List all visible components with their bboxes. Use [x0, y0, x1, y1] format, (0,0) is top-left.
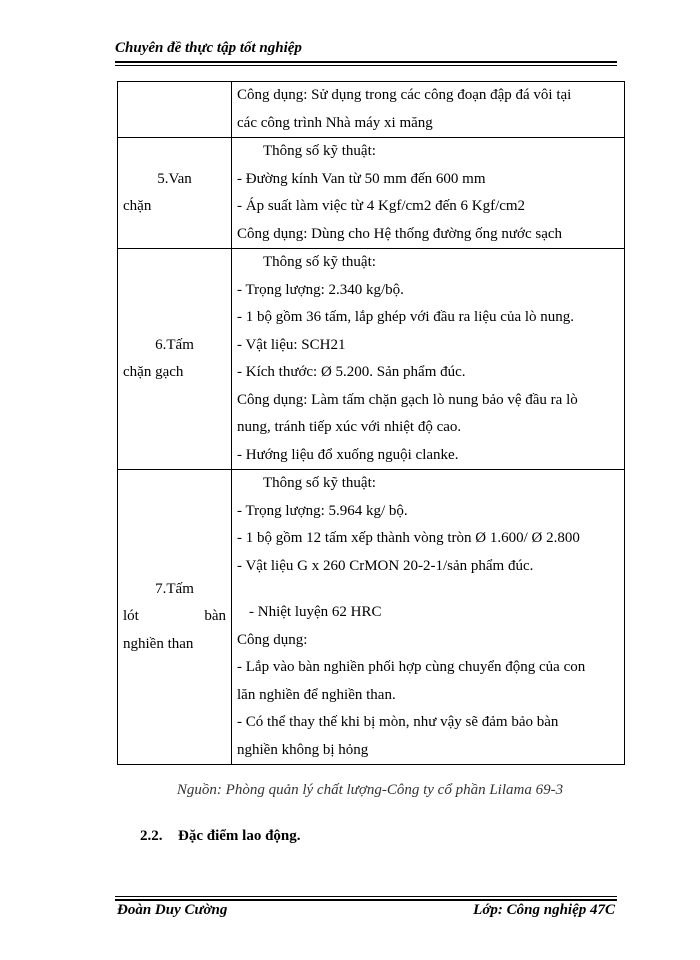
desc-line: - Áp suất làm việc từ 4 Kgf/cm2 đến 6 Kgf/cm2: [237, 198, 526, 214]
equipment-name-cell: [118, 249, 232, 470]
equipment-name: lót bàn: [123, 608, 226, 625]
equipment-name-cell: [118, 82, 232, 138]
desc-line: - Trọng lượng: 5.964 kg/ bộ.: [237, 502, 408, 519]
header-rule: [115, 61, 617, 63]
equipment-name: 5.Van: [157, 170, 192, 187]
equipment-desc-cell: [232, 82, 625, 138]
desc-line: - Vật liệu G x 260 CrMON 20-2-1/sản phẩm đúc.: [237, 557, 534, 574]
spacer: [237, 580, 620, 599]
equipment-name: chặn gạch: [123, 364, 184, 380]
desc-line: Thông số kỹ thuật:: [263, 475, 376, 491]
table-source-note: Nguồn: Phòng quản lý chất lượng-Công ty cổ phần Lilama 69-3: [176, 782, 564, 798]
equipment-desc-cell: [232, 138, 625, 249]
table-row: [118, 138, 625, 249]
equipment-name-cell: [118, 470, 232, 765]
equipment-desc-cell: [232, 249, 625, 470]
desc-line: Công dụng: Dùng cho Hệ thống đường ống nước sạch: [237, 225, 563, 242]
desc-line: Công dụng: Sử dụng trong các công đoạn đập đá vôi tại: [237, 87, 572, 103]
desc-line: Thông số kỹ thuật:: [263, 254, 376, 270]
desc-line: lăn nghiền để nghiền than.: [237, 686, 396, 703]
desc-line: - Trọng lượng: 2.340 kg/bộ.: [237, 281, 404, 298]
equipment-name-cell: [118, 138, 232, 249]
footer-rule-thin: [115, 896, 617, 897]
desc-line: - Nhiệt luyện 62 HRC: [249, 604, 382, 620]
desc-line: Công dụng: Làm tấm chặn gạch lò nung bảo vệ đầu ra lò: [237, 391, 578, 408]
desc-line: các công trình Nhà máy xi măng: [237, 114, 433, 131]
section-number: 2.2.: [140, 828, 163, 844]
desc-line: - 1 bộ gồm 12 tấm xếp thành vòng tròn Ø 1.600/ Ø 2.800: [237, 530, 580, 546]
desc-line: Thông số kỹ thuật:: [263, 143, 376, 159]
desc-line: - Có thể thay thế khi bị mòn, như vậy sẽ đảm bảo bàn: [237, 714, 559, 730]
desc-line: nung, tránh tiếp xúc với nhiệt độ cao.: [237, 419, 462, 435]
section-heading: [140, 828, 301, 845]
footer-class: Lớp: Công nghiệp 47C: [473, 902, 615, 918]
equipment-name: 7.Tấm: [155, 580, 194, 597]
desc-line: - 1 bộ gồm 36 tấm, lắp ghép với đầu ra liệu của lò nung.: [237, 309, 575, 325]
table-row: [118, 82, 625, 138]
equipment-desc-cell: [232, 470, 625, 765]
equipment-name: nghiền than: [123, 635, 194, 652]
equipment-name: chặn: [123, 198, 152, 214]
table-row: [118, 249, 625, 470]
desc-line: Công dụng:: [237, 631, 308, 648]
table-row: [118, 470, 625, 765]
desc-line: - Đường kính Van từ 50 mm đến 600 mm: [237, 170, 486, 187]
desc-line: - Lắp vào bàn nghiền phối hợp cùng chuyển động của con: [237, 659, 586, 675]
equipment-table: [117, 81, 625, 765]
desc-line: - Hướng liệu đổ xuống nguội clanke.: [237, 446, 459, 463]
desc-line: - Kích thước: Ø 5.200. Sản phẩm đúc.: [237, 364, 466, 380]
desc-line: - Vật liệu: SCH21: [237, 336, 346, 353]
page-header-title: Chuyên đề thực tập tốt nghiệp: [115, 40, 302, 56]
footer-author: Đoàn Duy Cường: [117, 902, 228, 918]
desc-line: nghiền không bị hỏng: [237, 741, 369, 758]
footer-rule: [115, 899, 617, 901]
header-rule-thin: [115, 65, 617, 66]
section-title: Đặc điểm lao động.: [178, 828, 301, 844]
equipment-name: 6.Tấm: [155, 336, 194, 353]
